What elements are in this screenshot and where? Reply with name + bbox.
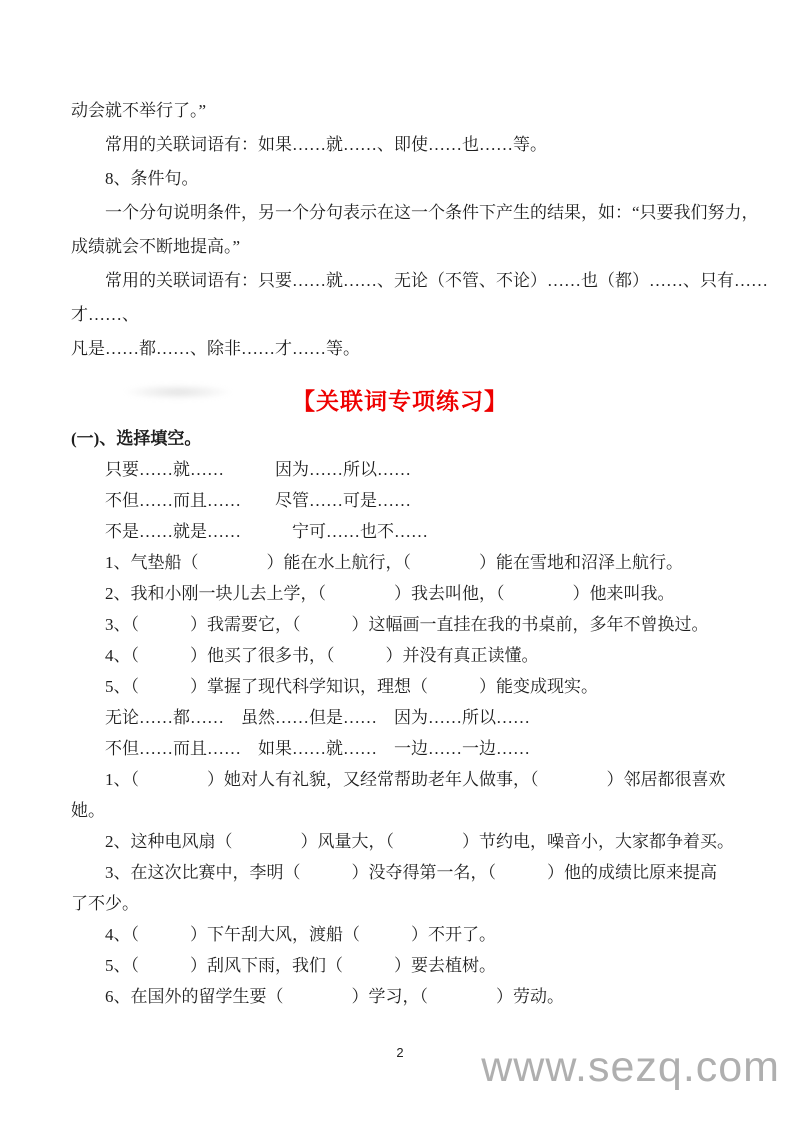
question-continuation: 了不少。	[71, 894, 139, 913]
watermark-text: www.sezq.com	[481, 1043, 780, 1091]
question-line: 1、气垫船（ ）能在水上航行，（ ）能在雪地和沼泽上航行。	[105, 553, 683, 572]
option-row: 不是……就是…… 宁可……也不……	[105, 522, 428, 541]
intro-line: 才……、	[71, 305, 139, 324]
practice-title-row	[0, 379, 800, 423]
question-line: 1、（ ）她对人有礼貌，又经常帮助老年人做事，（ ）邻居都很喜欢	[105, 770, 726, 789]
intro-line-rule-8: 8、条件句。	[105, 169, 199, 188]
question-line: 5、（ ）刮风下雨，我们（ ）要去植树。	[105, 956, 496, 975]
option-row: 不但……而且…… 尽管……可是……	[105, 491, 411, 510]
intro-line: 常用的关联词语有：只要……就……、无论（不管、不论）……也（都）……、只有……	[105, 271, 768, 290]
question-line: 5、（ ）掌握了现代科学知识，理想（ ）能变成现实。	[105, 677, 598, 696]
question-line: 6、在国外的留学生要（ ）学习，（ ）劳动。	[105, 987, 564, 1006]
question-line: 2、我和小刚一块儿去上学，（ ）我去叫他，（ ）他来叫我。	[105, 584, 675, 603]
document-body	[71, 94, 768, 1012]
practice-title: 【关联词专项练习】	[292, 388, 508, 414]
intro-line: 凡是……都……、除非……才……等。	[71, 339, 360, 358]
intro-line: 常用的关联词语有：如果……就……、即使……也……等。	[105, 135, 547, 154]
option-row: 不但……而且…… 如果……就…… 一边……一边……	[105, 739, 530, 758]
question-line: 3、在这次比赛中，李明（ ）没夺得第一名，（ ）他的成绩比原来提高	[105, 863, 717, 882]
intro-line: 动会就不举行了。”	[71, 101, 207, 120]
option-row: 无论……都…… 虽然……但是…… 因为……所以……	[105, 708, 530, 727]
question-line: 4、（ ）下午刮大风，渡船（ ）不开了。	[105, 925, 496, 944]
question-line: 3、（ ）我需要它，（ ）这幅画一直挂在我的书桌前，多年不曾换过。	[105, 615, 709, 634]
question-line: 4、（ ）他买了很多书，（ ）并没有真正读懂。	[105, 646, 539, 665]
option-row: 只要……就…… 因为……所以……	[105, 460, 411, 479]
page-number: 2	[396, 1045, 404, 1060]
intro-line: 一个分句说明条件，另一个分句表示在这一个条件下产生的结果，如：“只要我们努力，	[105, 203, 759, 222]
intro-line: 成绩就会不断地提高。”	[71, 237, 241, 256]
question-continuation: 她。	[71, 801, 105, 820]
question-line: 2、这种电风扇（ ）风量大，（ ）节约电，噪音小，大家都争着买。	[105, 832, 734, 851]
section-heading: (一)、选择填空。	[71, 429, 202, 448]
